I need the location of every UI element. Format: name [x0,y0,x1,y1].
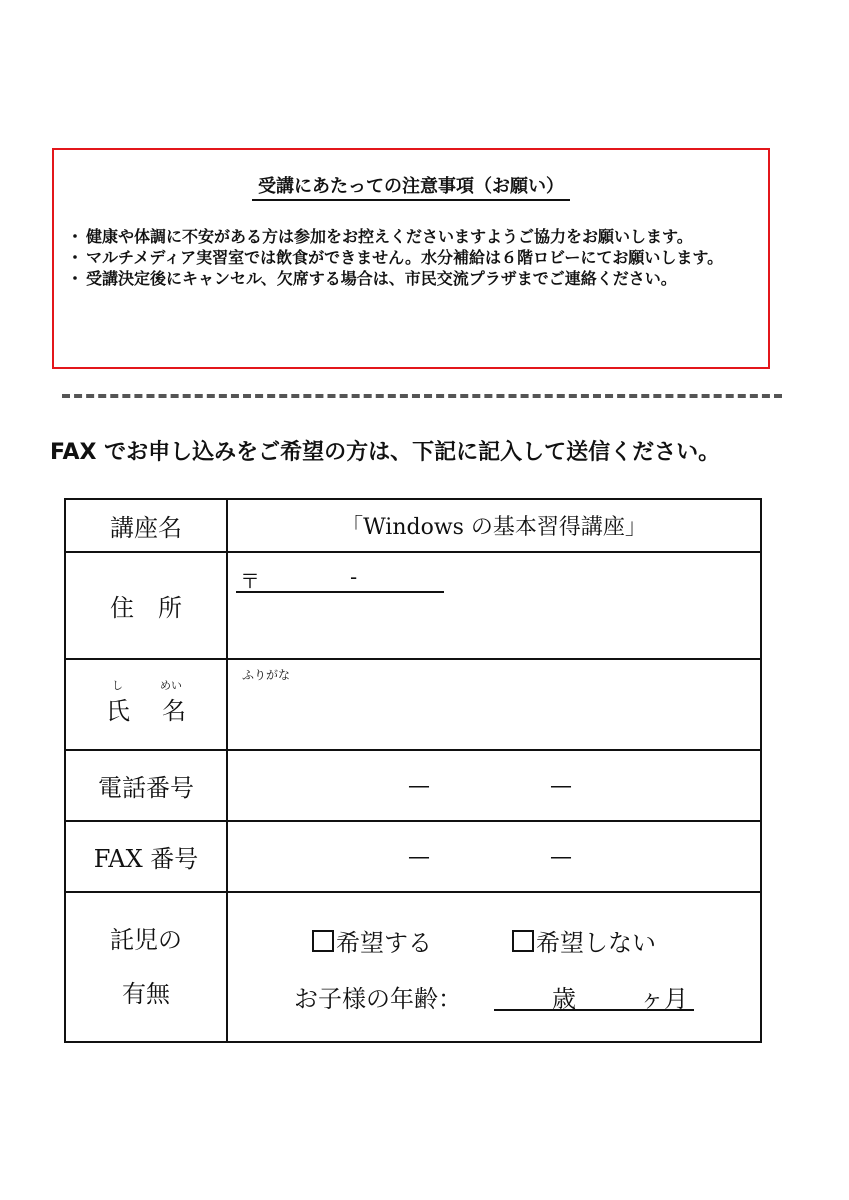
form-row-name [65,659,761,750]
form-row-fax [65,821,761,892]
postal-mark: 〒 [240,569,260,593]
name-label [65,659,227,750]
course-label: 講座名 [65,499,227,552]
name-ruby-mei: めい [160,678,182,692]
form-row-childcare [65,892,761,1042]
age-unit-years: 歳 [552,985,576,1013]
age-unit-months: ヶ月 [640,985,688,1013]
name-label-char-2: 名 [162,696,186,725]
childcare-want-label: 希望する [336,929,432,957]
childcare-not-want-checkbox[interactable] [512,930,534,952]
childcare-not-want-option[interactable] [512,923,656,958]
form-row-address [65,552,761,659]
child-age-label: お子様の年齢： [294,985,462,1013]
childcare-want-option[interactable] [312,923,432,958]
application-form-table [64,498,762,1043]
notice-box [52,148,770,369]
phone-label: 電話番号 [65,750,227,821]
address-label: 住 所 [65,552,227,659]
phone-field[interactable] [227,750,761,821]
phone-separator-1: — [408,773,430,798]
address-field[interactable] [227,552,761,659]
childcare-not-want-label: 希望しない [536,929,656,957]
fax-separator-1: — [408,844,430,869]
childcare-want-checkbox[interactable] [312,930,334,952]
notice-item: ・ 健康や体調に不安がある方は参加をお控えくださいますようご協力をお願いします。 [68,226,756,247]
name-label-char-1: 氏 [106,696,130,725]
fax-field[interactable] [227,821,761,892]
childcare-label-line-1: 託児の [110,926,182,954]
notice-title: 受講にあたっての注意事項（お願い） [54,176,768,201]
notice-item: ・ マルチメディア実習室では飲食ができません。水分補給は６階ロビーにてお願いします。 [68,247,756,268]
form-row-course [65,499,761,552]
fax-separator-2: — [550,844,572,869]
phone-separator-2: — [550,773,572,798]
course-name: 「Windows の基本習得講座」 [227,499,761,552]
name-ruby-shi: し [112,678,123,692]
child-age-field[interactable] [494,979,694,1011]
postal-code-field[interactable] [236,565,444,593]
childcare-label-line-2: 有無 [122,980,170,1008]
fax-label: FAX 番号 [65,821,227,892]
name-field[interactable] [227,659,761,750]
cut-line-divider [62,394,782,398]
notice-item: ・ 受講決定後にキャンセル、欠席する場合は、市民交流プラザまでご連絡ください。 [68,268,756,289]
fax-instructions-heading: FAX でお申し込みをご希望の方は、下記に記入して送信ください。 [50,440,721,465]
childcare-label [65,892,227,1042]
postal-code-separator: - [350,565,358,589]
child-age-row [294,979,688,1014]
form-row-phone [65,750,761,821]
notice-list [68,226,756,289]
furigana-label: ふりがな [242,668,291,682]
childcare-field [227,892,761,1042]
